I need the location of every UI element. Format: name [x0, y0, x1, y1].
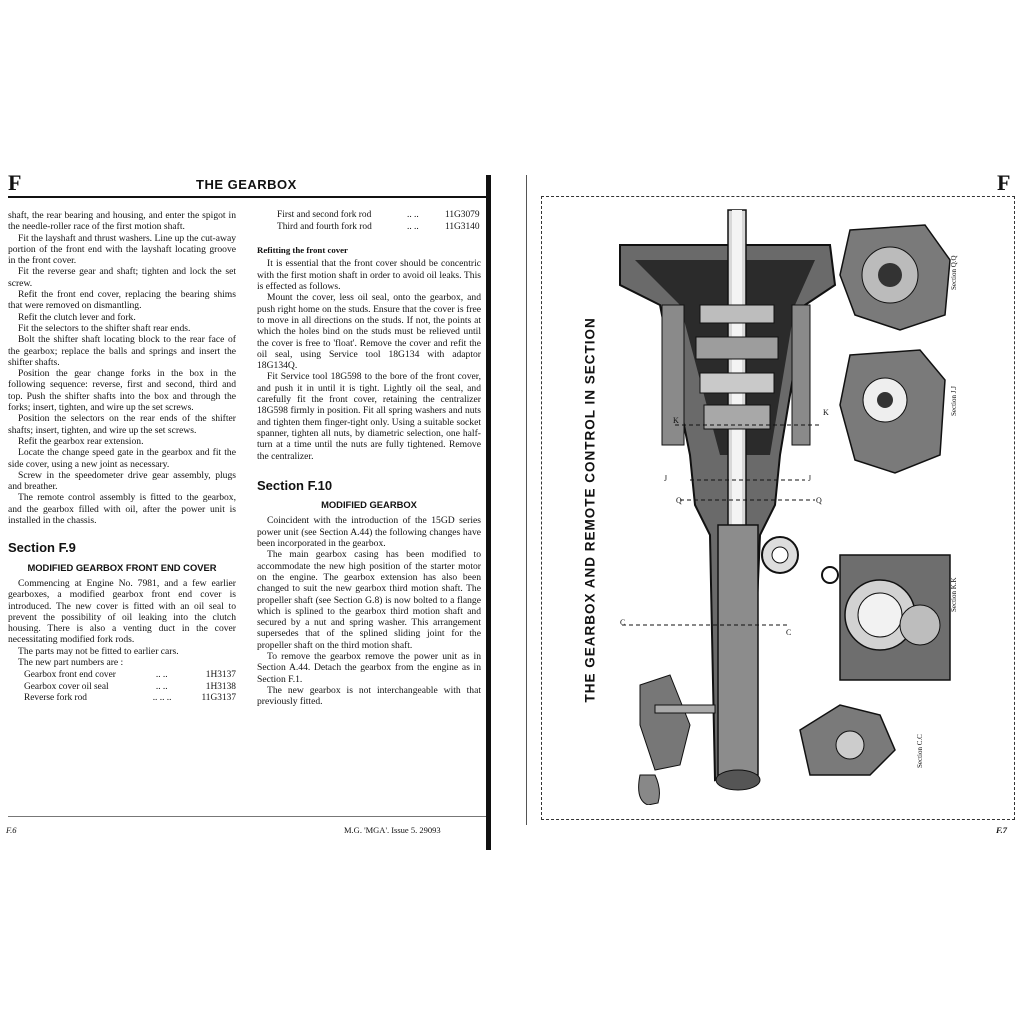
section-label: Section K.K — [950, 577, 958, 612]
figure-title: THE GEARBOX AND REMOTE CONTROL IN SECTION — [582, 317, 598, 703]
paragraph: Refit the clutch lever and fork. — [18, 311, 136, 323]
cut-letter: Q — [676, 496, 682, 505]
paragraph: To remove the gearbox remove the power unit as in Section A.44. Detach the gearbox from the engine as in Section F.1. — [257, 650, 481, 685]
cut-letter: K — [673, 416, 679, 425]
page-header-title: THE GEARBOX — [196, 177, 297, 192]
paragraph: Fit Service tool 18G598 to the bore of the front cover, and push it in until it is tight. Lightly oil the seal, and carefully fit the front cover, retaining the centralizer 18G598 firmly in position. Fit all spring washers and nuts and tighten them finger-tight only. Using a suitable socket spanner, tighten all nuts, by diametric selection, one half-turn at a time until the nuts are fully tightened. Remove the centralizer. — [257, 371, 481, 462]
cut-letter: C — [620, 618, 626, 627]
cut-letter: Q — [816, 496, 822, 505]
paragraph: The main gearbox casing has been modified to accommodate the new high position of the starter motor on the engine. The gearbox extension has also been changed to suit the new gearbox third motion shaft. The propeller shaft (see Section G.8) is now bolted to a flange which is splined to the gearbox third motion shaft and secured by a nut and spring washer. This arrangement supersedes that of the splined sliding joint for the propeller shaft on the third motion shaft. — [257, 549, 481, 651]
header-rule — [8, 196, 486, 198]
parts-row: Third and fourth fork rod .. .. 11G3140 — [277, 221, 480, 232]
paragraph: Fit the reverse gear and shaft; tighten and lock the set screw. — [8, 266, 236, 289]
center-divider — [486, 175, 491, 850]
parts-row: Gearbox front end cover .. .. 1H3137 — [24, 670, 236, 681]
paragraph: Position the selectors on the rear ends of the shifter shafts; insert, tighten, and wire up the set screws. — [8, 413, 236, 436]
left-page-number: F.6 — [6, 825, 17, 835]
section-f10-title: MODIFIED GEARBOX — [321, 499, 417, 511]
section-label: Section C.C — [916, 734, 924, 768]
paragraph: Commencing at Engine No. 7981, and a few earlier gearboxes, a modified gearbox front end cover is introduced. The new cover is fitted with an oil seal to prevent the possibility of oil leaking into the clutch housing. There is also a venting duct in the cover necessitating modified fork rods. — [8, 577, 236, 646]
cut-letter: K — [823, 408, 829, 417]
parts-list — [257, 210, 481, 233]
paragraph: The remote control assembly is fitted to the gearbox, and the gearbox filled with oil, after the power unit is installed in the chassis. — [8, 492, 236, 527]
section-heading-f9: Section F.9 — [8, 540, 76, 556]
section-label: Section J.J — [950, 386, 958, 416]
refitting-heading: Refitting the front cover — [257, 245, 348, 256]
paragraph: Mount the cover, less oil seal, onto the gearbox, and push right home on the studs. Ensure that the cover is free to move in all directions on the studs. If not, the points at which the holes bind on the studs must be relieved until the cover is free to 'float'. Remove the cover and refit the oil seal, using Service tool 18G134 with adaptor 18G134Q. — [257, 292, 481, 372]
parts-row: Reverse fork rod .. .. .. 11G3137 — [24, 693, 236, 704]
paragraph: Screw in the speedometer drive gear assembly, plugs and breather. — [8, 469, 236, 493]
paragraph: shaft, the rear bearing and housing, and enter the spigot in the needle-roller race of the first motion shaft. — [8, 210, 236, 233]
paragraph: The new gearbox is not interchangeable with that previously fitted. — [257, 684, 481, 708]
paragraph: Refit the front end cover, replacing the bearing shims that were removed on dismantling. — [8, 289, 236, 312]
right-page-number: F.7 — [996, 825, 1007, 835]
paragraph: Fit the selectors to the shifter shaft rear ends. — [18, 322, 191, 334]
left-corner-mark: F — [8, 170, 22, 195]
cut-letter: C — [786, 628, 792, 637]
right-page-edge — [526, 175, 527, 825]
paragraph: Refit the gearbox rear extension. — [18, 435, 144, 447]
section-heading-f10: Section F.10 — [257, 477, 333, 493]
paragraph: It is essential that the front cover should be concentric with the first motion shaft in order to avoid oil leaks. This is effected as follows. — [257, 258, 481, 293]
gearbox-cross-section-illustration — [600, 205, 1010, 805]
section-f9-title: MODIFIED GEARBOX FRONT END COVER — [27, 561, 217, 573]
footer-issue: M.G. 'MGA'. Issue 5. 29093 — [344, 825, 441, 835]
cut-letter: J — [808, 474, 812, 483]
paragraph: Bolt the shifter shaft locating block to the rear face of the gearbox; replace the balls and springs and insert the shifter shafts. — [8, 334, 236, 368]
parts-row: First and second fork rod .. .. 11G3079 — [277, 210, 480, 220]
paragraph: Position the gear change forks in the box in the following sequence: reverse, first and second, third and top. Push the shifter shafts into the box and through the forks; insert, tighten, and wire up the set screws. — [8, 368, 236, 414]
paragraph: The new part numbers are : — [18, 656, 124, 668]
paragraph: Locate the change speed gate in the gearbox and fit the side cover, using a new joint as necessary. — [8, 447, 236, 470]
paragraph: The parts may not be fitted to earlier cars. — [18, 645, 179, 657]
cut-letter: J — [664, 474, 668, 483]
footer-rule — [8, 816, 486, 817]
paragraph: Fit the layshaft and thrust washers. Line up the cut-away portion of the front end with the layshaft locating groove in the front cover. — [8, 232, 236, 267]
section-label: Section Q.Q — [950, 255, 958, 290]
right-column — [257, 210, 481, 707]
paragraph: Coincident with the introduction of the 15GD series power unit (see Section A.44) the following changes have been incorporated in the gearbox. — [257, 515, 481, 550]
right-corner-mark: F — [997, 170, 1011, 195]
parts-row: Gearbox cover oil seal .. .. 1H3138 — [24, 681, 236, 692]
left-column — [8, 210, 236, 705]
parts-list — [8, 670, 236, 705]
